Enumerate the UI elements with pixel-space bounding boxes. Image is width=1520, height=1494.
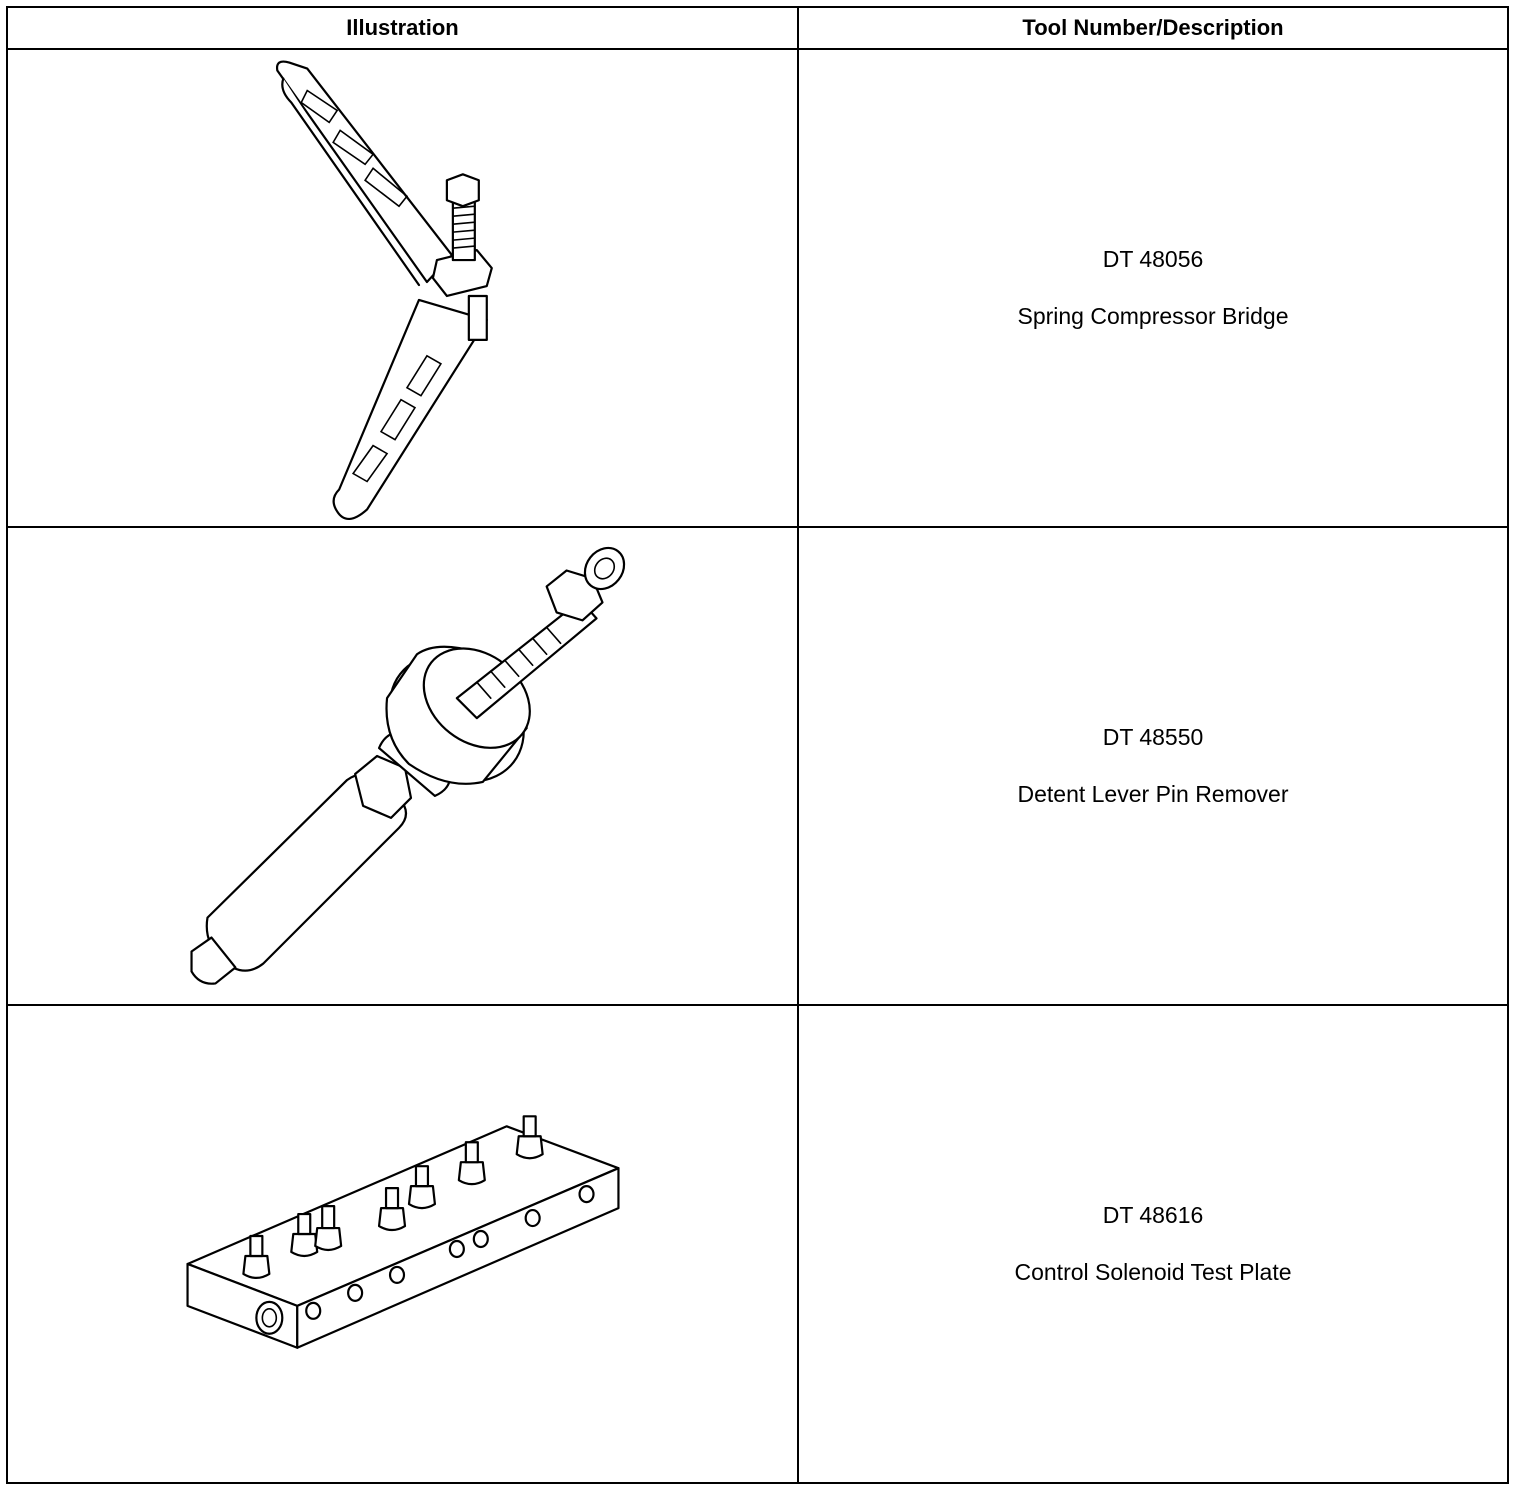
description-cell: [798, 1005, 1508, 1483]
description-cell: [798, 49, 1508, 527]
tool-description: Control Solenoid Test Plate: [1014, 1259, 1292, 1285]
table-row: [7, 1005, 1508, 1483]
spring-compressor-bridge-icon: [8, 50, 797, 526]
tool-number: DT 48616: [1102, 1202, 1204, 1228]
description-cell: [798, 527, 1508, 1005]
illustration-cell: [7, 1005, 798, 1483]
tool-description: Detent Lever Pin Remover: [1017, 781, 1289, 807]
tool-description: Spring Compressor Bridge: [1017, 303, 1289, 329]
illustration-cell: [7, 49, 798, 527]
illustration-cell: [7, 527, 798, 1005]
tool-number: DT 48550: [1102, 724, 1204, 750]
header-illustration: Illustration: [7, 7, 798, 49]
header-row: [7, 7, 1508, 49]
detent-lever-pin-remover-icon: [8, 528, 797, 1004]
tools-table: [6, 6, 1509, 1484]
table-row: [7, 527, 1508, 1005]
control-solenoid-test-plate-icon: [8, 1006, 797, 1482]
header-tool-description: Tool Number/Description: [798, 7, 1508, 49]
tool-number: DT 48056: [1102, 246, 1204, 272]
table-row: [7, 49, 1508, 527]
